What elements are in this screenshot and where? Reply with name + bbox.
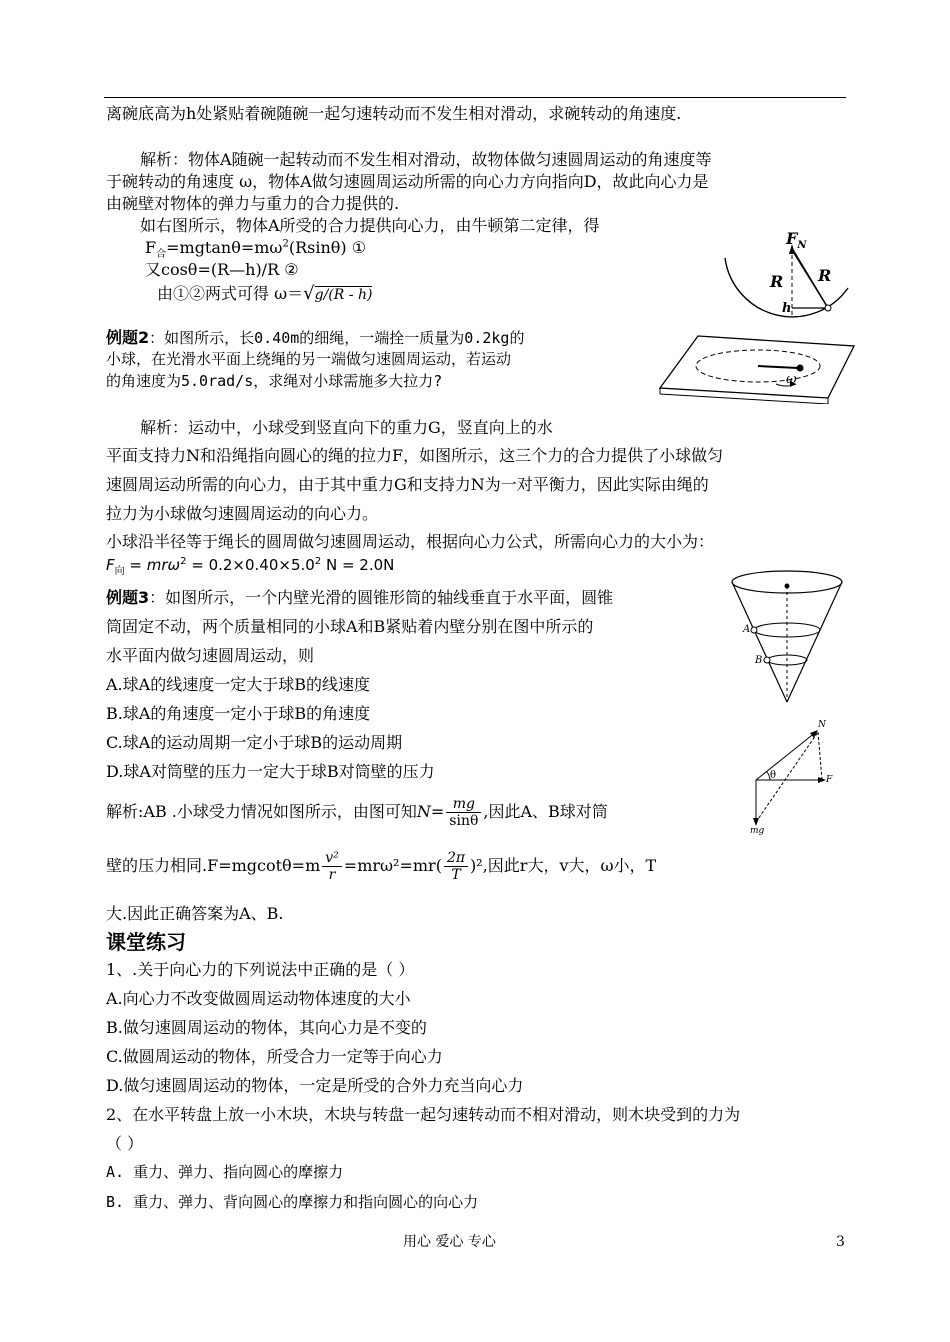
practice-q2-line2: （ ） bbox=[106, 1134, 144, 1153]
fig2-omega: ω bbox=[786, 372, 797, 387]
example3-line1: 例题3：如图所示，一个内壁光滑的圆锥形筒的轴线垂直于水平面，圆锥 bbox=[106, 588, 614, 607]
practice-q2-line1: 2、在水平转盘上放一小木块，木块与转盘一起匀速转动而不相对滑动，则木块受到的力为 bbox=[106, 1105, 741, 1124]
option-b: B.球A的角速度一定小于球B的角速度 bbox=[106, 704, 371, 723]
analysis2-line5: 小球沿半径等于绳长的圆周做匀速圆周运动，根据向心力公式，所需向心力的大小为： bbox=[106, 532, 715, 551]
table-figure bbox=[658, 328, 858, 404]
example2-line2: 小球，在光滑水平面上绕绳的另一端做匀速圆周运动，若运动 bbox=[106, 350, 512, 368]
cone-label-b: B bbox=[755, 655, 763, 666]
example2-line1: 例题2：如图所示，长0.40m的细绳，一端拴一质量为0.2kg的 bbox=[106, 328, 525, 347]
force-label-n: N bbox=[818, 720, 826, 730]
equation-1: $F_合=mgtan\theta=m\omega^2(Rsin\theta)$ ① bbox=[145, 238, 367, 261]
practice-heading: 课堂练习 bbox=[106, 930, 186, 954]
footer-motto: 用心 爱心 专心 bbox=[403, 1234, 496, 1250]
fig1-r-left: R bbox=[770, 272, 784, 291]
analysis1-line2: 于碗转动的角速度 ω，物体A做匀速圆周运动所需的向心力方向指向D，故此向心力是 bbox=[106, 172, 709, 191]
page-number: 3 bbox=[836, 1234, 845, 1250]
force-formula: $F_向 = mr\omega^2 = 0.2\times 0.40\times 5.0^2$ N = 2.0N bbox=[106, 556, 395, 577]
cone-figure bbox=[728, 568, 846, 706]
practice-q1-b: B.做匀速圆周运动的物体，其向心力是不变的 bbox=[106, 1018, 427, 1037]
example3-line2: 筒固定不动，两个质量相同的小球A和B紧贴着内壁分别在图中所示的 bbox=[106, 617, 594, 636]
force-label-mg: mg bbox=[750, 826, 765, 836]
fraction-2pi-t: $\frac{2\pi}{T}$ bbox=[444, 850, 468, 883]
fig1-fn-label: $F_N$ bbox=[786, 229, 807, 252]
equation-3: 由①②两式可得 ω＝√g/(R - h) bbox=[157, 283, 373, 304]
force-diagram bbox=[748, 722, 838, 832]
practice-q1-a: A.向心力不改变做圆周运动物体速度的大小 bbox=[106, 989, 411, 1008]
force-label-f: F bbox=[826, 775, 833, 785]
example3-label: 例题3 bbox=[106, 588, 150, 607]
sqrt-sign: √ bbox=[303, 283, 315, 304]
force-label-theta: θ bbox=[770, 770, 777, 781]
example3-line3: 水平面内做匀速圆周运动，则 bbox=[106, 646, 315, 665]
fig1-h: h bbox=[782, 301, 792, 316]
top-line: 离碗底高为h处紧贴着碗随碗一起匀速转动而不发生相对滑动，求碗转动的角速度. bbox=[106, 104, 682, 123]
analysis3-line3: 大.因此正确答案为A、B. bbox=[106, 904, 284, 923]
fraction-mg-sin: $\frac{mg}{\sin\theta}$ bbox=[446, 796, 481, 829]
analysis2-line3: 速圆周运动所需的向心力，由于其中重力G和支持力N为一对平衡力，因此实际由绳的 bbox=[106, 475, 709, 494]
practice-q1-d: D.做匀速圆周运动的物体，一定是所受的合外力充当向心力 bbox=[106, 1076, 524, 1095]
equation-2: 又cosθ=(R—h)/R ② bbox=[145, 260, 299, 279]
practice-q1: 1、.关于向心力的下列说法中正确的是（ ） bbox=[106, 960, 415, 979]
practice-q2-b: B. 重力、弹力、背向圆心的摩擦力和指向圆心的向心力 bbox=[106, 1193, 479, 1211]
sqrt-radicand: g/(R - h) bbox=[314, 287, 373, 303]
analysis2-line1: 解析：运动中，小球受到竖直向下的重力G，竖直向上的水 bbox=[140, 418, 553, 437]
analysis2-line2: 平面支持力N和沿绳指向圆心的绳的拉力F，如图所示，这三个力的合力提供了小球做匀 bbox=[106, 446, 724, 465]
option-c: C.球A的运动周期一定小于球B的运动周期 bbox=[106, 733, 403, 752]
analysis3-line2: 壁的压力相同.F=mgcotθ=m $\frac{\text{v²}}{r}$ =mrω²=mr( $\frac{2\pi}{T}$ )²,因此r大，v大，ω小，T bbox=[106, 850, 657, 884]
fig1-r-right: R bbox=[818, 266, 832, 285]
analysis2-line4: 拉力为小球做匀速圆周运动的向心力。 bbox=[106, 504, 379, 523]
analysis1-line4: 如右图所示，物体A所受的合力提供向心力，由牛顿第二定律，得 bbox=[140, 216, 600, 235]
option-d: D.球A对筒壁的压力一定大于球B对筒壁的压力 bbox=[106, 762, 435, 781]
practice-q1-c: C.做圆周运动的物体，所受合力一定等于向心力 bbox=[106, 1047, 443, 1066]
example2-label: 例题2 bbox=[106, 328, 150, 347]
analysis1-line1: 解析：物体A随碗一起转动而不发生相对滑动，故物体做匀速圆周运动的角速度等 bbox=[140, 150, 712, 169]
example2-line3: 的角速度为5.0rad/s，求绳对小球需施多大拉力? bbox=[106, 372, 443, 390]
analysis3-line1: 解析:AB .小球受力情况如图所示，由图可知N= $\frac{mg}{\sin\theta}$ ,因此A、B球对筒 bbox=[106, 796, 608, 830]
option-a: A.球A的线速度一定大于球B的线速度 bbox=[106, 675, 370, 694]
header-rule bbox=[104, 97, 846, 98]
analysis1-line3: 由碗壁对物体的弹力与重力的合力提供的. bbox=[106, 194, 400, 213]
fraction-v2-r: $\frac{\text{v²}}{r}$ bbox=[322, 850, 342, 883]
cone-label-a: A bbox=[743, 624, 751, 635]
practice-q2-a: A. 重力、弹力、指向圆心的摩擦力 bbox=[106, 1163, 344, 1181]
